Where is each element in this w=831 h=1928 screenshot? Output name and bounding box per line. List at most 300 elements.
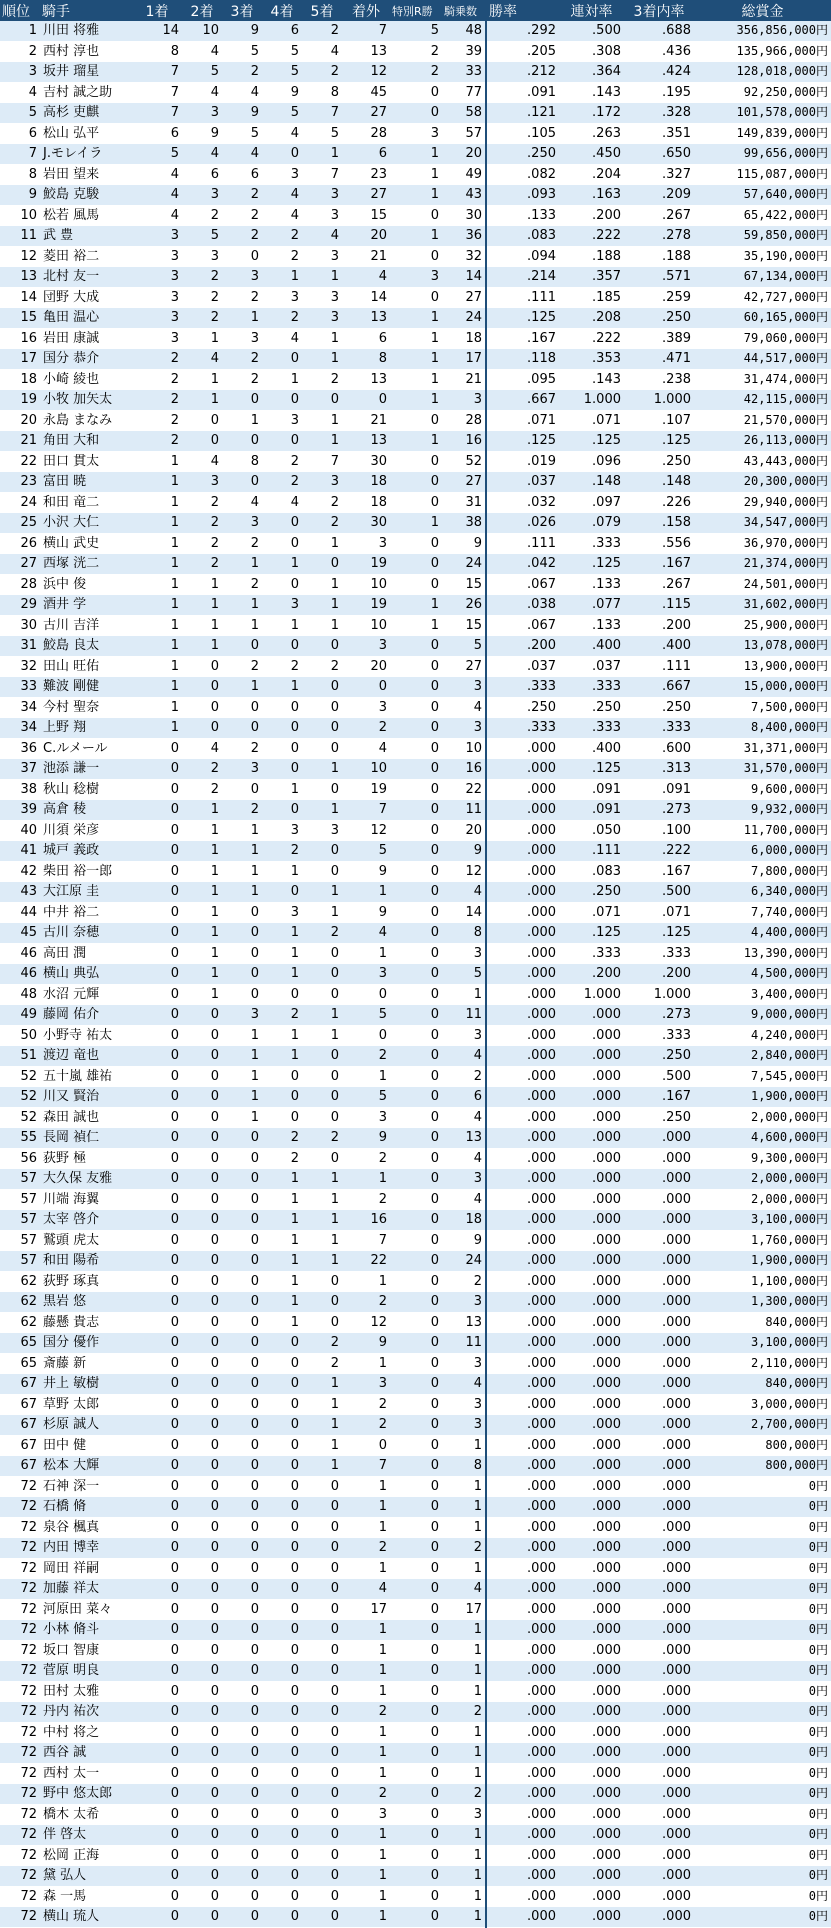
cell-prize: 13,900,000円 xyxy=(694,656,831,677)
cell-out: 23 xyxy=(342,164,390,185)
cell-rank: 72 xyxy=(0,1681,40,1702)
cell-fourth: 0 xyxy=(262,1866,302,1887)
cell-top3-rate: .000 xyxy=(624,1640,694,1661)
cell-first: 1 xyxy=(132,677,182,698)
cell-top2-rate: .308 xyxy=(559,41,624,62)
cell-top3-rate: .000 xyxy=(624,1456,694,1477)
table-row xyxy=(0,267,831,288)
cell-second: 1 xyxy=(182,328,222,349)
cell-third: 0 xyxy=(222,1907,262,1928)
cell-top2-rate: .000 xyxy=(559,1087,624,1108)
cell-jockey: 伴 啓太 xyxy=(40,1825,132,1846)
cell-special-wins: 1 xyxy=(390,164,442,185)
cell-jockey: 吉村 誠之助 xyxy=(40,82,132,103)
cell-rides: 15 xyxy=(442,574,486,595)
cell-rank: 49 xyxy=(0,1005,40,1026)
cell-rank: 28 xyxy=(0,574,40,595)
cell-second: 10 xyxy=(182,21,222,41)
cell-top2-rate: .000 xyxy=(559,1804,624,1825)
table-row xyxy=(0,533,831,554)
cell-fourth: 0 xyxy=(262,800,302,821)
table-row xyxy=(0,308,831,329)
cell-win-rate: .000 xyxy=(486,1599,559,1620)
cell-top2-rate: .250 xyxy=(559,697,624,718)
cell-top2-rate: .000 xyxy=(559,1251,624,1272)
cell-top2-rate: .000 xyxy=(559,1681,624,1702)
cell-first: 2 xyxy=(132,390,182,411)
cell-win-rate: .000 xyxy=(486,861,559,882)
cell-first: 5 xyxy=(132,144,182,165)
cell-fourth: 1 xyxy=(262,943,302,964)
cell-win-rate: .000 xyxy=(486,1743,559,1764)
cell-rank: 48 xyxy=(0,984,40,1005)
table-row xyxy=(0,226,831,247)
cell-rank: 30 xyxy=(0,615,40,636)
cell-top2-rate: .000 xyxy=(559,1374,624,1395)
cell-win-rate: .067 xyxy=(486,615,559,636)
cell-second: 0 xyxy=(182,1271,222,1292)
cell-fifth: 1 xyxy=(302,349,342,370)
cell-out: 18 xyxy=(342,472,390,493)
table-row xyxy=(0,1148,831,1169)
cell-second: 0 xyxy=(182,1066,222,1087)
cell-special-wins: 0 xyxy=(390,1620,442,1641)
cell-rank: 27 xyxy=(0,554,40,575)
cell-top3-rate: .000 xyxy=(624,1804,694,1825)
cell-third: 3 xyxy=(222,513,262,534)
cell-out: 0 xyxy=(342,1025,390,1046)
cell-first: 0 xyxy=(132,1538,182,1559)
cell-first: 4 xyxy=(132,185,182,206)
cell-rides: 1 xyxy=(442,1845,486,1866)
table-row xyxy=(0,820,831,841)
cell-fourth: 4 xyxy=(262,123,302,144)
cell-top2-rate: .353 xyxy=(559,349,624,370)
cell-prize: 3,400,000円 xyxy=(694,984,831,1005)
cell-first: 0 xyxy=(132,902,182,923)
cell-rides: 3 xyxy=(442,718,486,739)
table-row xyxy=(0,697,831,718)
cell-special-wins: 0 xyxy=(390,943,442,964)
cell-top2-rate: .125 xyxy=(559,923,624,944)
cell-rank: 62 xyxy=(0,1312,40,1333)
cell-out: 1 xyxy=(342,1763,390,1784)
cell-fourth: 0 xyxy=(262,1107,302,1128)
cell-rank: 5 xyxy=(0,103,40,124)
cell-top2-rate: .000 xyxy=(559,1128,624,1149)
cell-third: 0 xyxy=(222,1599,262,1620)
cell-first: 0 xyxy=(132,1087,182,1108)
cell-top3-rate: .125 xyxy=(624,431,694,452)
cell-prize: 101,578,000円 xyxy=(694,103,831,124)
cell-prize: 0円 xyxy=(694,1599,831,1620)
cell-win-rate: .000 xyxy=(486,1702,559,1723)
cell-top3-rate: .167 xyxy=(624,1087,694,1108)
cell-win-rate: .105 xyxy=(486,123,559,144)
cell-second: 0 xyxy=(182,1230,222,1251)
cell-rank: 72 xyxy=(0,1784,40,1805)
cell-top2-rate: .000 xyxy=(559,1497,624,1518)
cell-top3-rate: .000 xyxy=(624,1251,694,1272)
cell-special-wins: 3 xyxy=(390,267,442,288)
cell-prize: 0円 xyxy=(694,1517,831,1538)
table-row xyxy=(0,1681,831,1702)
cell-prize: 356,856,000円 xyxy=(694,21,831,41)
cell-first: 0 xyxy=(132,1784,182,1805)
cell-fifth: 3 xyxy=(302,205,342,226)
table-row xyxy=(0,1743,831,1764)
cell-out: 7 xyxy=(342,1230,390,1251)
cell-win-rate: .000 xyxy=(486,1189,559,1210)
table-row xyxy=(0,82,831,103)
cell-first: 0 xyxy=(132,1189,182,1210)
cell-out: 19 xyxy=(342,554,390,575)
cell-jockey: 高杉 吏麒 xyxy=(40,103,132,124)
cell-jockey: 草野 太郎 xyxy=(40,1394,132,1415)
cell-top3-rate: .250 xyxy=(624,308,694,329)
cell-top2-rate: .000 xyxy=(559,1825,624,1846)
cell-first: 0 xyxy=(132,1722,182,1743)
cell-prize: 1,100,000円 xyxy=(694,1271,831,1292)
cell-third: 1 xyxy=(222,410,262,431)
cell-first: 3 xyxy=(132,328,182,349)
table-row xyxy=(0,410,831,431)
table-row xyxy=(0,1415,831,1436)
cell-second: 1 xyxy=(182,636,222,657)
cell-fourth: 3 xyxy=(262,820,302,841)
table-row xyxy=(0,1640,831,1661)
cell-top3-rate: .000 xyxy=(624,1148,694,1169)
cell-prize: 65,422,000円 xyxy=(694,205,831,226)
cell-prize: 0円 xyxy=(694,1722,831,1743)
cell-prize: 0円 xyxy=(694,1538,831,1559)
cell-jockey: 菅原 明良 xyxy=(40,1661,132,1682)
cell-third: 0 xyxy=(222,472,262,493)
header-win-rate: 勝率 xyxy=(486,0,559,21)
cell-top2-rate: .000 xyxy=(559,1148,624,1169)
cell-fourth: 0 xyxy=(262,390,302,411)
cell-rank: 26 xyxy=(0,533,40,554)
cell-jockey: 古川 吉洋 xyxy=(40,615,132,636)
cell-special-wins: 0 xyxy=(390,410,442,431)
cell-rides: 27 xyxy=(442,656,486,677)
cell-special-wins: 0 xyxy=(390,1497,442,1518)
cell-out: 1 xyxy=(342,943,390,964)
cell-fourth: 1 xyxy=(262,1251,302,1272)
table-row xyxy=(0,1476,831,1497)
cell-rides: 9 xyxy=(442,533,486,554)
cell-top3-rate: .571 xyxy=(624,267,694,288)
cell-fifth: 2 xyxy=(302,1333,342,1354)
cell-rank: 37 xyxy=(0,759,40,780)
cell-out: 5 xyxy=(342,1087,390,1108)
cell-top3-rate: .000 xyxy=(624,1210,694,1231)
cell-win-rate: .111 xyxy=(486,287,559,308)
cell-jockey: 松本 大輝 xyxy=(40,1456,132,1477)
cell-second: 1 xyxy=(182,615,222,636)
cell-special-wins: 0 xyxy=(390,636,442,657)
cell-prize: 60,165,000円 xyxy=(694,308,831,329)
cell-first: 1 xyxy=(132,615,182,636)
cell-rank: 32 xyxy=(0,656,40,677)
table-row xyxy=(0,21,831,41)
cell-rides: 1 xyxy=(442,1886,486,1907)
cell-third: 0 xyxy=(222,1702,262,1723)
cell-jockey: 太宰 啓介 xyxy=(40,1210,132,1231)
table-row xyxy=(0,574,831,595)
cell-out: 1 xyxy=(342,1066,390,1087)
cell-special-wins: 0 xyxy=(390,1210,442,1231)
cell-prize: 31,474,000円 xyxy=(694,369,831,390)
cell-prize: 0円 xyxy=(694,1497,831,1518)
cell-jockey: 岩田 望来 xyxy=(40,164,132,185)
cell-fifth: 7 xyxy=(302,451,342,472)
cell-fifth: 1 xyxy=(302,574,342,595)
cell-first: 4 xyxy=(132,205,182,226)
cell-out: 22 xyxy=(342,1251,390,1272)
cell-fifth: 2 xyxy=(302,492,342,513)
cell-win-rate: .000 xyxy=(486,1025,559,1046)
cell-rides: 3 xyxy=(442,1025,486,1046)
cell-win-rate: .071 xyxy=(486,410,559,431)
cell-rank: 72 xyxy=(0,1497,40,1518)
cell-top3-rate: .000 xyxy=(624,1907,694,1928)
cell-out: 4 xyxy=(342,267,390,288)
cell-rank: 46 xyxy=(0,943,40,964)
cell-win-rate: .000 xyxy=(486,1497,559,1518)
cell-fourth: 0 xyxy=(262,1497,302,1518)
cell-special-wins: 0 xyxy=(390,1845,442,1866)
cell-prize: 6,340,000円 xyxy=(694,882,831,903)
cell-fourth: 5 xyxy=(262,62,302,83)
cell-out: 1 xyxy=(342,1907,390,1928)
cell-rides: 57 xyxy=(442,123,486,144)
cell-top3-rate: .500 xyxy=(624,882,694,903)
cell-rides: 22 xyxy=(442,779,486,800)
cell-second: 6 xyxy=(182,164,222,185)
table-row xyxy=(0,1599,831,1620)
cell-second: 0 xyxy=(182,1394,222,1415)
table-row xyxy=(0,1251,831,1272)
cell-top3-rate: .238 xyxy=(624,369,694,390)
cell-jockey: 国分 恭介 xyxy=(40,349,132,370)
cell-out: 2 xyxy=(342,1046,390,1067)
cell-special-wins: 0 xyxy=(390,287,442,308)
cell-special-wins: 0 xyxy=(390,246,442,267)
cell-out: 1 xyxy=(342,1825,390,1846)
cell-jockey: 松若 風馬 xyxy=(40,205,132,226)
cell-fourth: 0 xyxy=(262,1087,302,1108)
cell-rides: 1 xyxy=(442,1763,486,1784)
cell-fifth: 1 xyxy=(302,902,342,923)
cell-jockey: 小林 脩斗 xyxy=(40,1620,132,1641)
table-row xyxy=(0,287,831,308)
cell-second: 0 xyxy=(182,1804,222,1825)
cell-prize: 6,000,000円 xyxy=(694,841,831,862)
cell-third: 1 xyxy=(222,554,262,575)
cell-rides: 14 xyxy=(442,902,486,923)
cell-fifth: 4 xyxy=(302,226,342,247)
cell-jockey: 和田 陽希 xyxy=(40,1251,132,1272)
cell-fourth: 0 xyxy=(262,636,302,657)
cell-fifth: 0 xyxy=(302,390,342,411)
cell-prize: 800,000円 xyxy=(694,1456,831,1477)
cell-top3-rate: .650 xyxy=(624,144,694,165)
cell-second: 0 xyxy=(182,1292,222,1313)
cell-third: 0 xyxy=(222,1148,262,1169)
cell-top3-rate: .209 xyxy=(624,185,694,206)
cell-first: 2 xyxy=(132,410,182,431)
table-row xyxy=(0,1189,831,1210)
cell-prize: 2,000,000円 xyxy=(694,1107,831,1128)
cell-special-wins: 0 xyxy=(390,656,442,677)
cell-jockey: 岩田 康誠 xyxy=(40,328,132,349)
cell-top2-rate: .000 xyxy=(559,1394,624,1415)
cell-fifth: 4 xyxy=(302,41,342,62)
cell-jockey: 松山 弘平 xyxy=(40,123,132,144)
cell-fourth: 3 xyxy=(262,164,302,185)
table-row xyxy=(0,144,831,165)
cell-win-rate: .000 xyxy=(486,1230,559,1251)
cell-out: 3 xyxy=(342,636,390,657)
cell-second: 1 xyxy=(182,861,222,882)
cell-third: 0 xyxy=(222,984,262,1005)
cell-special-wins: 1 xyxy=(390,226,442,247)
cell-rank: 72 xyxy=(0,1825,40,1846)
table-row xyxy=(0,1886,831,1907)
cell-out: 5 xyxy=(342,841,390,862)
cell-special-wins: 0 xyxy=(390,205,442,226)
cell-fifth: 2 xyxy=(302,21,342,41)
cell-prize: 2,700,000円 xyxy=(694,1415,831,1436)
cell-top2-rate: .000 xyxy=(559,1230,624,1251)
cell-third: 5 xyxy=(222,123,262,144)
cell-prize: 9,932,000円 xyxy=(694,800,831,821)
cell-fourth: 0 xyxy=(262,1804,302,1825)
cell-special-wins: 0 xyxy=(390,1579,442,1600)
cell-rides: 11 xyxy=(442,1333,486,1354)
cell-second: 4 xyxy=(182,738,222,759)
cell-top3-rate: .000 xyxy=(624,1702,694,1723)
cell-rank: 62 xyxy=(0,1292,40,1313)
cell-jockey: 中村 将之 xyxy=(40,1722,132,1743)
cell-fourth: 0 xyxy=(262,1763,302,1784)
cell-third: 0 xyxy=(222,1169,262,1190)
cell-rank: 8 xyxy=(0,164,40,185)
cell-out: 2 xyxy=(342,1702,390,1723)
cell-prize: 4,400,000円 xyxy=(694,923,831,944)
cell-out: 16 xyxy=(342,1210,390,1231)
cell-jockey: 大江原 圭 xyxy=(40,882,132,903)
cell-rides: 77 xyxy=(442,82,486,103)
cell-first: 0 xyxy=(132,1353,182,1374)
cell-rides: 4 xyxy=(442,1107,486,1128)
cell-out: 1 xyxy=(342,1640,390,1661)
cell-second: 1 xyxy=(182,943,222,964)
cell-first: 0 xyxy=(132,800,182,821)
cell-fourth: 1 xyxy=(262,861,302,882)
cell-out: 9 xyxy=(342,1128,390,1149)
cell-third: 0 xyxy=(222,943,262,964)
cell-jockey: 西村 淳也 xyxy=(40,41,132,62)
cell-second: 1 xyxy=(182,820,222,841)
cell-out: 2 xyxy=(342,1415,390,1436)
table-row xyxy=(0,328,831,349)
cell-prize: 149,839,000円 xyxy=(694,123,831,144)
cell-top3-rate: .125 xyxy=(624,923,694,944)
cell-top2-rate: .333 xyxy=(559,533,624,554)
cell-win-rate: .000 xyxy=(486,1128,559,1149)
cell-second: 2 xyxy=(182,287,222,308)
cell-fourth: 0 xyxy=(262,1722,302,1743)
cell-top3-rate: .000 xyxy=(624,1312,694,1333)
cell-jockey: 杉原 誠人 xyxy=(40,1415,132,1436)
cell-top3-rate: .333 xyxy=(624,718,694,739)
cell-win-rate: .167 xyxy=(486,328,559,349)
cell-fourth: 0 xyxy=(262,697,302,718)
table-row xyxy=(0,861,831,882)
cell-prize: 9,600,000円 xyxy=(694,779,831,800)
cell-top2-rate: .079 xyxy=(559,513,624,534)
cell-special-wins: 1 xyxy=(390,185,442,206)
cell-third: 0 xyxy=(222,923,262,944)
cell-fourth: 0 xyxy=(262,574,302,595)
cell-win-rate: .032 xyxy=(486,492,559,513)
cell-out: 0 xyxy=(342,677,390,698)
cell-jockey: 森 一馬 xyxy=(40,1886,132,1907)
cell-special-wins: 0 xyxy=(390,1907,442,1928)
cell-rank: 39 xyxy=(0,800,40,821)
cell-top3-rate: .100 xyxy=(624,820,694,841)
cell-special-wins: 0 xyxy=(390,1189,442,1210)
cell-fifth: 5 xyxy=(302,123,342,144)
cell-third: 1 xyxy=(222,1087,262,1108)
cell-special-wins: 0 xyxy=(390,1763,442,1784)
cell-out: 6 xyxy=(342,144,390,165)
cell-fourth: 4 xyxy=(262,205,302,226)
cell-top2-rate: .000 xyxy=(559,1169,624,1190)
cell-top2-rate: .333 xyxy=(559,943,624,964)
cell-fifth: 0 xyxy=(302,1661,342,1682)
cell-top3-rate: .000 xyxy=(624,1230,694,1251)
cell-rides: 1 xyxy=(442,1517,486,1538)
cell-rank: 52 xyxy=(0,1087,40,1108)
cell-fourth: 0 xyxy=(262,1435,302,1456)
cell-first: 0 xyxy=(132,1579,182,1600)
cell-third: 0 xyxy=(222,1681,262,1702)
cell-rank: 20 xyxy=(0,410,40,431)
cell-third: 0 xyxy=(222,1292,262,1313)
cell-rides: 39 xyxy=(442,41,486,62)
cell-fourth: 0 xyxy=(262,984,302,1005)
cell-special-wins: 0 xyxy=(390,103,442,124)
cell-top2-rate: .364 xyxy=(559,62,624,83)
header-prize: 総賞金 xyxy=(694,0,831,21)
cell-out: 7 xyxy=(342,21,390,41)
table-row xyxy=(0,1435,831,1456)
cell-win-rate: .000 xyxy=(486,1681,559,1702)
cell-first: 7 xyxy=(132,82,182,103)
cell-first: 2 xyxy=(132,369,182,390)
cell-prize: 0円 xyxy=(694,1763,831,1784)
cell-fifth: 0 xyxy=(302,1538,342,1559)
cell-rides: 13 xyxy=(442,1128,486,1149)
cell-fifth: 1 xyxy=(302,1456,342,1477)
cell-top3-rate: .471 xyxy=(624,349,694,370)
cell-second: 2 xyxy=(182,205,222,226)
cell-jockey: 西谷 誠 xyxy=(40,1743,132,1764)
cell-top3-rate: .195 xyxy=(624,82,694,103)
